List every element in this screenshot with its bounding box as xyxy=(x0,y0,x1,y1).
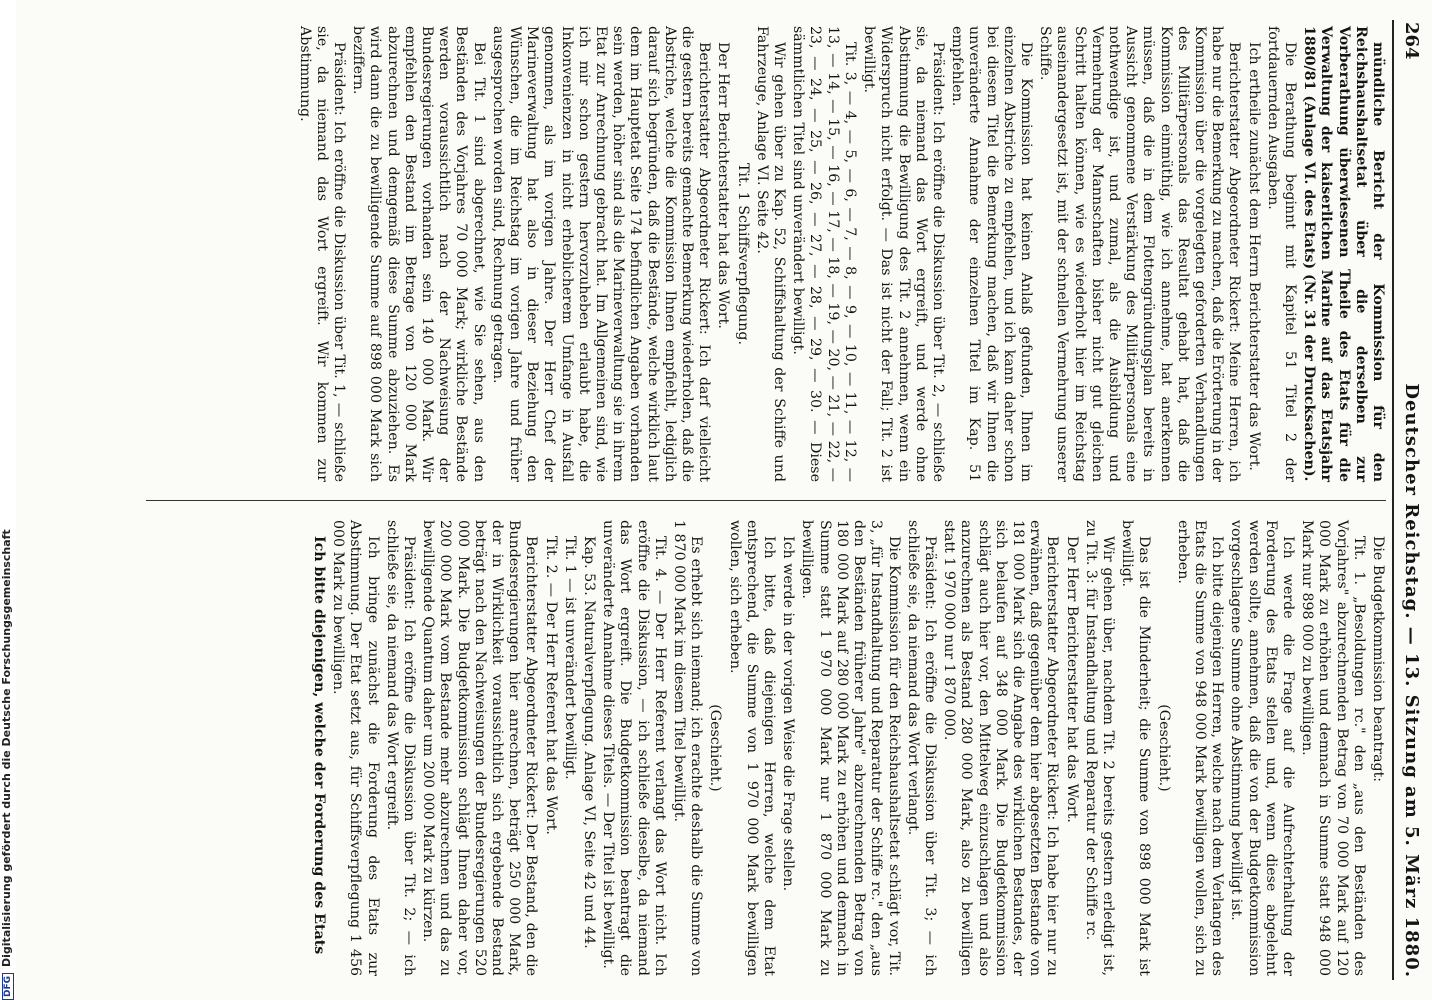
paragraph: (Geschieht.) xyxy=(707,704,724,792)
running-title: Deutscher Reichstag. — 13. Sitzung am 5. März 1880. xyxy=(1401,383,1422,978)
paragraph: Bei Tit. 1 sind abgerechnet, wie Sie sehen, aus den Beständen des Vorjahres 70 000 Mark; wirkliche Bestände werden voraussichtlich nach der Nachweisung der Bundesregierungen vorhanden sein 140 000 Mark. Wir empfehlen den Bestand im Betrage von 120 000 Mark abzurechnen und demgemäß diese Summe abzuziehen. Es wird dann die zu bewilligende Summe auf 898 000 Mark sich beziffern. xyxy=(350,26,487,482)
paragraph: Ich bringe zunächst die Forderung des Etats zur Abstimmung. Der Etat setzt aus, für Schiffsverpflegung 1 456 000 Mark zu bewilligen. xyxy=(330,520,381,976)
footer-credit xyxy=(0,0,16,1000)
paragraph: Die Berathung beginnt mit Kapitel 51 Titel 2 der fortdauernden Ausgaben. xyxy=(1264,26,1298,482)
paragraph: Die Kommission hat keinen Anlaß gefunden, Ihnen im einzelnen Abstriche zu empfehlen, und ich kann daher schon bei diesem Titel die Bemerkung machen, daß wir Ihnen die unveränderte Annahme der einzelnen Titel im Kap. 51 empfehlen. xyxy=(949,26,1034,482)
paragraph: Ich werde die Frage auf die Aufrechterhaltung der Forderung des Etats stellen und, wenn diese abgelehnt werden sollte, annehmen, daß die von der Budgetkommission vorgeschlagene Summe ohne Abstimmung bewilligt ist. xyxy=(1228,520,1296,976)
paragraph: Die Budgetkommission beantragt: xyxy=(1370,536,1386,783)
header-rule xyxy=(1392,20,1394,980)
paragraph: Kap. 53. Naturalverpflegung. Anlage VI, Seite 42 und 44. xyxy=(581,536,598,949)
paragraph: Berichterstatter Abgeordneter Rickert: Ich habe hier nur zu erwähnen, daß gegenüber dem hier abgesetzten Bestande von 181 000 Mark sich die Angabe des wirklichen Bestandes, der sich belaufen auf 348 000 Mark. Die Budgetkommission schlägt auch hier vor, den Mittelweg einzuschlagen und also anzurechnen als Bestand 280 000 Mark, also zu bewilligen statt 1 970 000 nur 1 870 000. xyxy=(941,520,1061,976)
paragraph: Tit. 1. „Besoldungen rc." den „aus den Beständen des Vorjahres" abzurechnenden Betrag von 70 000 Mark auf 120 000 Mark zu erhöhen und demnach in Summe statt 948 000 Mark nur 898 000 zu bewilligen. xyxy=(1299,520,1367,976)
paragraph: Wir gehen über, nachdem Tit. 2 bereits gestern erledigt ist, zu Tit. 3: für Instandhaltung und Reparatur der Schiffe rc. xyxy=(1082,520,1116,976)
paragraph: Tit. 4. — Der Herr Referent verlangt das Wort nicht. Ich eröffne die Diskussion, — ich schließe dieselbe, da niemand das Wort ergreift. Die Budgetkommission beantragt die unveränderte Annahme dieses Titels. — Der Titel ist bewilligt. xyxy=(600,520,668,976)
left-column xyxy=(293,26,1386,482)
column-divider xyxy=(146,500,1386,501)
paragraph: Präsident: Ich eröffne die Diskussion über Tit. 2; — ich schließe sie, da niemand das Wort ergreift. xyxy=(383,520,418,976)
paragraph: Tit. 1 — ist unverändert bewilligt. xyxy=(561,536,578,780)
page-header xyxy=(1400,22,1426,978)
paragraph: Ich bitte, daß diejenigen Herren, welche dem Etat entsprechend, die Summe von 1 970 000 Mark bewilligen wollen, sich erheben. xyxy=(726,520,778,976)
paragraph: (Geschieht.) xyxy=(1155,704,1172,792)
right-column xyxy=(308,520,1386,976)
paragraph: Tit. 3, — 4, — 5, — 6, — 7, — 8, — 9, — 10, — 11, — 12, — 13, — 14, — 15, — 16, — 17, — 18, — 19, — 20, — 21, — 22, — 23, — 24, — 25, — 26, — 27, — 28, — 29, — 30. — Diese sämmtlichen Titel sind unverändert bewilligt. xyxy=(790,26,858,482)
paragraph: Ich werde in der vorigen Weise die Frage stellen. xyxy=(780,536,797,892)
paragraph: Präsident: Ich eröffne die Diskussion über Tit. 2, — schließe sie, da niemand das Wort ergreift, und werde ohne Abstimmung die Bewilligung des Tit. 2 annehmen, wenn ein Widerspruch nicht erfolgt. — Das ist nicht der Fall; Tit. 2 ist bewilligt. xyxy=(861,26,946,482)
paragraph: Ich ertheile zunächst dem Herrn Berichterstatter das Wort. xyxy=(1245,42,1262,471)
paragraph: Tit. 1 Schiffsverpflegung. xyxy=(734,162,751,346)
paragraph: Der Herr Berichterstatter hat das Wort. xyxy=(1063,536,1080,823)
paragraph: Der Herr Berichterstatter hat das Wort. xyxy=(715,42,732,329)
paragraph: mündliche Bericht der Kommission für den Reichshaushaltsetat über die derselben zur Vorberathung überwiesenen Theile des Etats für die Verwaltung der kaiserlichen Marine auf das Etatsjahr 1880/81 (Anlage VI. des Etats) (Nr. 31 der Drucksachen). xyxy=(1301,26,1386,482)
paragraph: Präsident: Ich eröffne die Diskussion über Tit. 3; — ich schließe sie, da niemand das Wort verlangt. xyxy=(904,520,938,976)
paragraph: Es erhebt sich niemand; ich erachte deshalb die Summe von 1 870 000 Mark im diesem Titel bewilligt. xyxy=(671,520,705,976)
paragraph: Berichterstatter Abgeordneter Rickert: Ich darf vielleicht die gestern bereits gemachte Bemerkung wiederholen, daß die Abstriche, welche die Kommission Ihnen empfiehlt, lediglich darauf sich begründen, daß die Bestände, welche wirklich laut dem im Hauptetat Seite 174 befindlichen Angaben vorhanden sein werden, höher sind als die Marineverwaltung sie in ihrem Etat zur Anrechnung gebracht hat. Im Allgemeinen sind, wie ich mir schon gestern hervorzuheben erlaubt habe, die Inkonvenienzen in nicht erheblicherem Umfange in Ausfall genommen, als im vorigen Jahre. Der Herr Chef der Marineverwaltung hat also in dieser Beziehung den Wünschen, die im Reichstag im vorigen Jahre und früher ausgesprochen worden sind, Rechnung getragen. xyxy=(489,26,713,482)
paragraph: Das ist die Minderheit; die Summe von 898 000 Mark ist bewilligt. xyxy=(1119,520,1153,976)
page-number: 264 xyxy=(1401,22,1422,60)
paragraph: Berichterstatter Abgeordneter Rickert: Meine Herren, ich habe nur die Bemerkung zu machen, daß die Erörterung in der Kommission über die vorgelegten geforderten Verhandlungen des Militärpersonals das Resultat gehabt hat, daß die Kommission einmüthig, wie ich annehme, hat anerkennen müssen, daß die in dem Flottengründungsplan bereits in Aussicht genommene Verstärkung des Militärpersonals eine nothwendige ist, und zumal, als die Ausbildung und Vermehrung der Mannschaften bisher nicht gut gleichen Schritt halten können, wie es wiederholt hier im Reichstag auseinandergesetzt ist, mit der schnellen Vermehrung unserer Schiffe. xyxy=(1037,26,1243,482)
dfg-logo: DFG xyxy=(2,973,14,1000)
paragraph: Ich bitte diejenigen Herren, welche nach dem Verlangen des Etats die Summe von 948 000 Mark bewilligen wollen, sich zu erheben. xyxy=(1174,520,1226,976)
footer-strip xyxy=(0,0,16,1000)
footer-credit-text: Digitalisierung gefördert durch die Deutsche Forschungsgemeinschaft xyxy=(0,529,13,967)
paragraph: Tit. 2. — Der Herr Referent hat das Wort. xyxy=(542,536,559,835)
paragraph: Berichterstatter Abgeordneter Rickert: Der Bestand, den die Bundesregierungen hier anrechnen, beträgt 250 000 Mark, der in Wirklichkeit voraussichtlich sich ergebende Bestand beträgt nach den Nachweisungen der Bundesregierungen 520 000 Mark. Die Budgetkommission schlägt Ihnen daher vor, 200 000 Mark vom Bestande mehr abzurechnen und das zu bewilligende Quantum daher um 200 000 Mark zu kürzen. xyxy=(420,520,540,976)
paragraph: Präsident: Ich eröffne die Diskussion über Tit. 1, — schließe sie, da niemand das Wort ergreift. Wir kommen zur Abstimmung. xyxy=(296,26,348,482)
paragraph: Wir gehen über zu Kap. 52, Schiffshaltung der Schiffe und Fahrzeuge, Anlage VI. Seite 42. xyxy=(753,26,788,482)
paragraph: Die Kommission für den Reichshaushaltsetat schlägt vor, Tit. 3, „für Instandhaltung und Reparatur der Schiffe rc." den „aus den Beständen früherer Jahre" abzurechnenden Betrag von 180 000 Mark auf 280 000 Mark zu erhöhen und demnach in Summe statt 1 970 000 Mark nur 1 870 000 Mark zu bewilligen. xyxy=(799,520,902,976)
paragraph: Ich bitte diejenigen, welche der Forderung des Etats xyxy=(311,536,328,955)
